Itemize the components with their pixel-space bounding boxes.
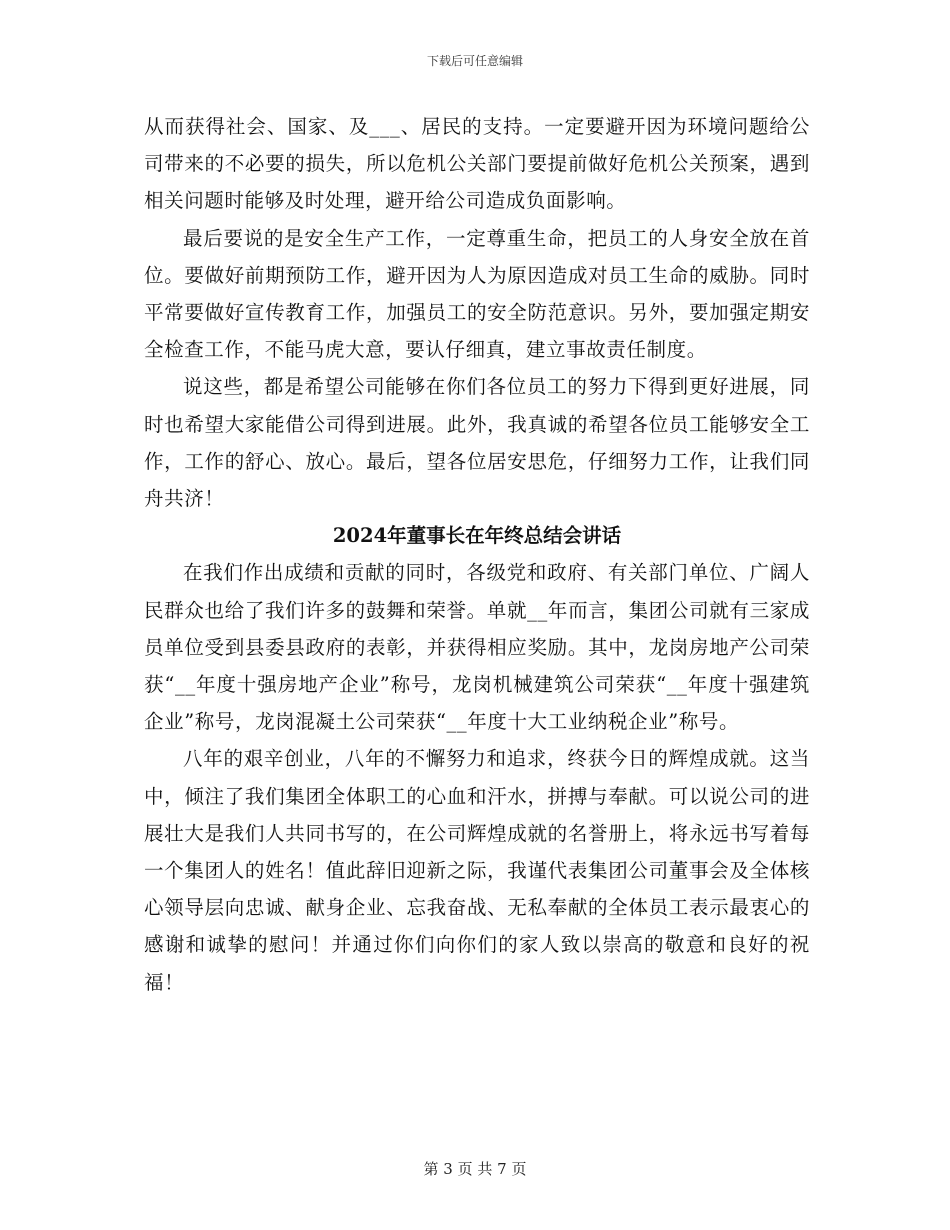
document-body (144, 108, 810, 1001)
paragraph-continued: 从而获得社会、国家、及___、居民的支持。一定要避开因为环境问题给公司带来的不必要的损失，所以危机公关部门要提前做好危机公关预案，遇到相关问题时能够及时处理，避开给公司造成负面影响。 (144, 115, 810, 213)
paragraph-honors: 在我们作出成绩和贡献的同时，各级党和政府、有关部门单位、广阔人民群众也给了我们许多的鼓舞和荣誉。单就__年而言，集团公司就有三家成员单位受到县委县政府的表彰，并获得相应奖励。其中，龙岗房地产公司荣获“__年度十强房地产企业”称号，龙岗机械建筑公司荣获“__年度十强建筑企业”称号，龙岗混凝土公司荣获“__年度十大工业纳税企业”称号。 (144, 561, 810, 734)
paragraph-thanks: 八年的艰辛创业，八年的不懈努力和追求，终获今日的辉煌成就。这当中，倾注了我们集团全体职工的心血和汗水，拼搏与奉献。可以说公司的进展壮大是我们人共同书写的，在公司辉煌成就的名誉册上，将永远书写着每一个集团人的姓名！值此辞旧迎新之际，我谨代表集团公司董事会及全体核心领导层向忠诚、献身企业、忘我奋战、无私奉献的全体员工表示最衷心的感谢和诚挚的慰问！并通过你们向你们的家人致以崇高的敬意和良好的祝福！ (144, 747, 810, 994)
paragraph-closing: 说这些，都是希望公司能够在你们各位员工的努力下得到更好进展，同时也希望大家能借公司得到进展。此外，我真诚的希望各位员工能够安全工作，工作的舒心、放心。最后，望各位居安思危，仔细努力工作，让我们同舟共济！ (144, 375, 810, 511)
page-footer: 第 3 页 共 7 页 (423, 1160, 527, 1178)
section-title: 2024年董事长在年终总结会讲话 (332, 524, 622, 548)
page-header: 下载后可任意编辑 (426, 54, 523, 68)
paragraph-safety: 最后要说的是安全生产工作，一定尊重生命，把员工的人身安全放在首位。要做好前期预防工作，避开因为人为原因造成对员工生命的威胁。同时平常要做好宣传教育工作，加强员工的安全防范意识。另外，要加强定期安全检查工作，不能马虎大意，要认仔细真，建立事故责任制度。 (144, 226, 810, 362)
